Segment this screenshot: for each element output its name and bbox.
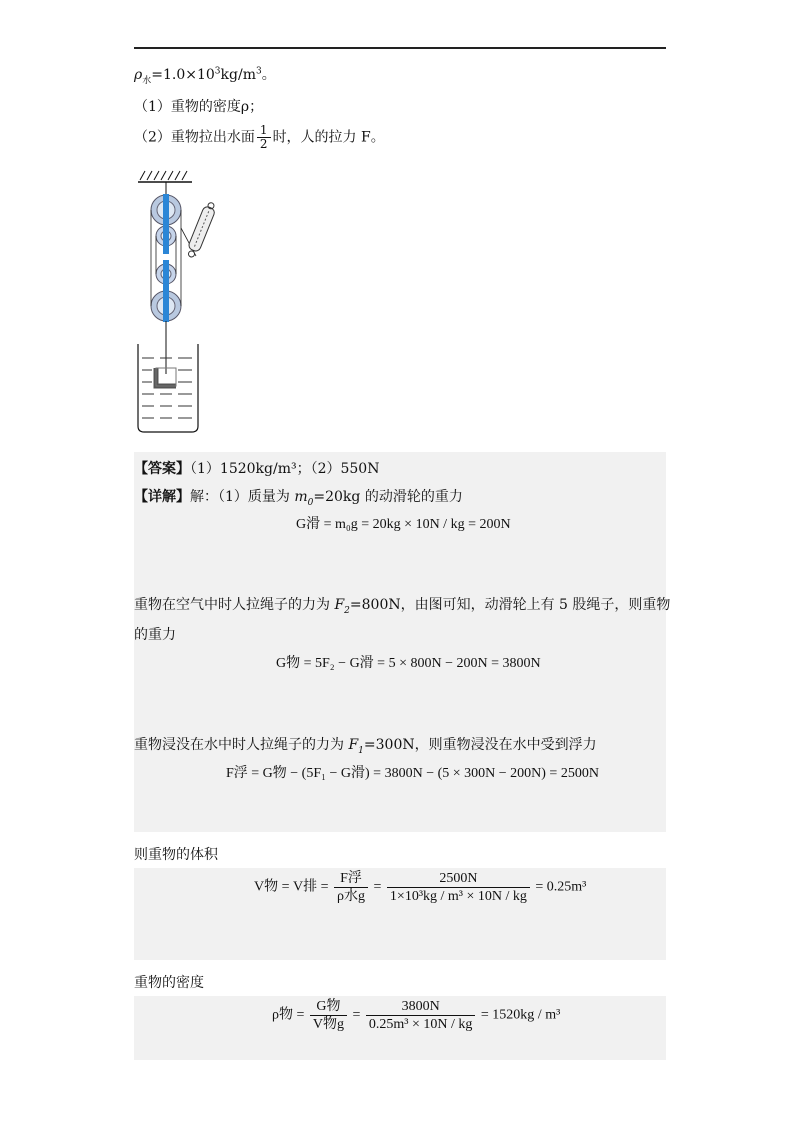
f2-symbol: F: [334, 597, 345, 613]
formula-buoyancy: F浮 = G物 − (5F₁ − G滑) = 3800N − (5 × 300N − 200N) = 2500N: [226, 766, 599, 781]
f5-den-1: V物g: [312, 1017, 345, 1032]
detail-p3-b: =300N，则重物浸没在水中受到浮力: [363, 737, 597, 753]
f4-frac-1: [334, 870, 368, 905]
f5-num-1: G物: [310, 998, 347, 1016]
f4-frac-2: [387, 870, 530, 905]
f1-sub: 1: [358, 745, 364, 756]
given-density: [134, 64, 276, 86]
f5-num-2: 3800N: [366, 998, 475, 1016]
given-exp: 3: [214, 66, 221, 77]
given-end: 。: [261, 67, 276, 83]
volume-heading: 则重物的体积: [134, 847, 218, 863]
detail-line-3: [134, 734, 597, 756]
density-heading: 重物的密度: [134, 975, 204, 991]
f4-rhs: = 0.25m³: [535, 879, 587, 895]
formula-density: ρ物 = $\frac{\text{G物}}{\text{V物g}}$ = $\frac{3800N}{\text{0.25m³ × 10N / kg}}$ = 1520kg / m³: [272, 999, 561, 1032]
f2-sub: 2: [344, 605, 350, 616]
question-2: [134, 124, 385, 151]
detail-p2-a: 重物在空气中时人拉绳子的力为: [134, 597, 335, 613]
detail-p2-b: =800N，由图可知，动滑轮上有 5 股绳子，则重物: [349, 597, 671, 613]
given-unit: kg/m: [220, 67, 256, 83]
f1-symbol: F: [348, 737, 359, 753]
q2-den: 2: [259, 137, 268, 151]
detail-line-2: [134, 594, 670, 616]
answer-line: [134, 458, 379, 478]
pulley-diagram: [134, 168, 224, 436]
f5-frac-1: [310, 998, 347, 1033]
detail-label: 【详解】: [134, 489, 190, 505]
formula-pulley-weight: G滑 = m₀g = 20kg × 10N / kg = 200N: [296, 517, 511, 532]
q2-post: 时，人的拉力 F。: [272, 129, 385, 146]
formula-volume: V物 = V排 = $\frac{\text{F浮}}{\text{ρ水g}}$ = $\frac{2500N}{\text{1×10³kg / m³ × 10N / kg}}$ = 0.25m³: [254, 871, 587, 904]
f5-frac-2: [366, 998, 475, 1033]
given-value: =1.0×10: [151, 67, 215, 83]
f4-lhs: V物 = V排 =: [254, 879, 329, 895]
f5-rhs: = 1520kg / m³: [480, 1007, 561, 1023]
given-unit-exp: 3: [255, 66, 262, 77]
formula-object-weight: G物 = 5F₂ − G滑 = 5 × 800N − 200N = 3800N: [276, 656, 541, 671]
q2-fraction: [257, 124, 271, 151]
answer-label: 【答案】: [134, 461, 190, 477]
question-1: （1）重物的密度ρ；: [134, 99, 264, 115]
detail-p1-a: 解：（1）质量为: [190, 489, 295, 505]
header-rule: [134, 47, 666, 49]
detail-line-1: [134, 486, 463, 508]
f4-den-1: ρ水g: [337, 889, 366, 904]
rho-symbol: ρ: [134, 67, 143, 83]
q2-pre: （2）重物拉出水面: [134, 129, 255, 146]
answer-text: （1）1520kg/m³；（2）550N: [190, 461, 380, 477]
f5-lhs: ρ物 =: [272, 1007, 305, 1023]
detail-p3-a: 重物浸没在水中时人拉绳子的力为: [134, 737, 349, 753]
m0-symbol: m: [294, 489, 308, 505]
q2-num: 1: [257, 124, 271, 138]
detail-line-2b: 的重力: [134, 627, 176, 643]
f4-den-2: 1×10³kg / m³ × 10N / kg: [389, 889, 527, 904]
rho-sub: 水: [142, 75, 152, 86]
f4-num-2: 2500N: [387, 870, 530, 888]
m0-sub: 0: [307, 497, 314, 508]
f4-num-1: F浮: [334, 870, 368, 888]
detail-p1-b: =20kg 的动滑轮的重力: [313, 489, 463, 505]
f5-den-2: 0.25m³ × 10N / kg: [368, 1017, 473, 1032]
